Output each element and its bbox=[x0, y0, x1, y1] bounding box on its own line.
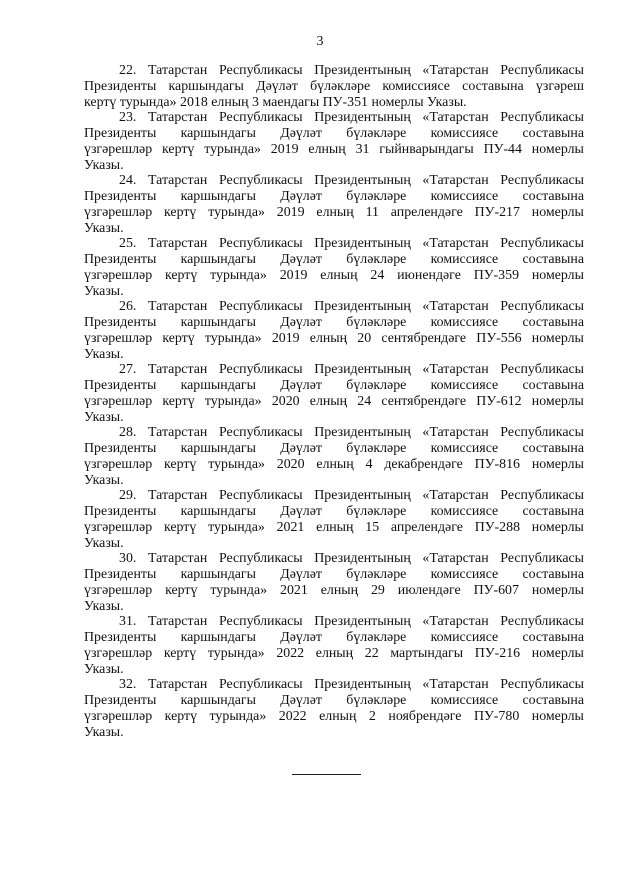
list-item-line: үзгәрешләр кертү турында» 2020 елның 24 сентябрендәге ПУ-612 номерлы bbox=[84, 393, 584, 409]
list-item-first-line: 31. Татарстан Республикасы Президентының «Татарстан Республикасы bbox=[119, 614, 584, 630]
list-item-line: үзгәрешләр кертү турында» 2019 елның 11 апрелендәге ПУ-217 номерлы bbox=[84, 204, 584, 220]
list-item-first-line: 29. Татарстан Республикасы Президентының «Татарстан Республикасы bbox=[119, 488, 584, 504]
list-item-line: үзгәрешләр кертү турында» 2019 елның 20 сентябрендәге ПУ-556 номерлы bbox=[84, 330, 584, 346]
page-number: 3 bbox=[316, 34, 324, 49]
list-item-line: Президенты каршындагы Дәүләт бүләкләре комиссиясе составына bbox=[84, 441, 584, 456]
list-item bbox=[84, 63, 584, 110]
list-item-line: үзгәрешләр кертү турында» 2022 елның 22 мартындагы ПУ-216 номерлы bbox=[84, 645, 584, 661]
list-item-line: Президенты каршындагы Дәүләт бүләкләре комиссиясе составына bbox=[84, 567, 584, 582]
list-item-first-line: 32. Татарстан Республикасы Президентының «Татарстан Республикасы bbox=[119, 677, 584, 693]
list-item-line: Президенты каршындагы Дәүләт бүләкләре комиссиясе составына bbox=[84, 315, 584, 330]
list-item bbox=[84, 614, 584, 677]
list-item-first-line: 22. Татарстан Республикасы Президентының «Татарстан Республикасы bbox=[119, 63, 584, 78]
list-item-line: үзгәрешләр кертү турында» 2021 елның 15 апрелендәге ПУ-288 номерлы bbox=[84, 519, 584, 535]
list-item-first-line: 24. Татарстан Республикасы Президентының «Татарстан Республикасы bbox=[119, 173, 584, 189]
list-item-line: Президенты каршындагы Дәүләт бүләкләре комиссиясе составына bbox=[84, 189, 584, 204]
list-item-line: Президенты каршындагы Дәүләт бүләкләре комиссиясе составына bbox=[84, 693, 584, 708]
list-item-line: Президенты каршындагы Дәүләт бүләкләре комиссиясе составына bbox=[84, 630, 584, 645]
list-item bbox=[84, 236, 584, 299]
list-item-line: Указы. bbox=[84, 409, 124, 425]
list-item-line: үзгәрешләр кертү турында» 2022 елның 2 ноябрендәге ПУ-780 номерлы bbox=[84, 708, 584, 724]
list-item bbox=[84, 425, 584, 488]
list-item-first-line: 26. Татарстан Республикасы Президентының «Татарстан Республикасы bbox=[119, 299, 584, 315]
list-item-line: Указы. bbox=[84, 157, 124, 173]
list-item-first-line: 23. Татарстан Республикасы Президентының «Татарстан Республикасы bbox=[119, 110, 584, 126]
list-item bbox=[84, 488, 584, 551]
list-item-line: үзгәрешләр кертү турында» 2021 елның 29 июлендәге ПУ-607 номерлы bbox=[84, 582, 584, 598]
document-body bbox=[84, 63, 584, 740]
list-item-line: Указы. bbox=[84, 283, 124, 299]
list-item-line: Указы. bbox=[84, 724, 124, 740]
list-item-first-line: 25. Татарстан Республикасы Президентының «Татарстан Республикасы bbox=[119, 236, 584, 252]
list-item-line: Указы. bbox=[84, 220, 124, 236]
list-item-line: Указы. bbox=[84, 661, 124, 677]
list-item-line: Президенты каршындагы Дәүләт бүләкләре комиссиясе составына bbox=[84, 378, 584, 393]
list-item bbox=[84, 362, 584, 425]
list-item-line: Указы. bbox=[84, 598, 124, 614]
list-item-line: Президенты каршындагы Дәүләт бүләкләре комиссиясе составына bbox=[84, 126, 584, 141]
list-item-line: Указы. bbox=[84, 472, 124, 488]
list-item-line: Президенты каршындагы Дәүләт бүләкләре комиссиясе составына үзгәреш bbox=[84, 78, 584, 94]
list-item bbox=[84, 299, 584, 362]
list-item-first-line: 27. Татарстан Республикасы Президентының «Татарстан Республикасы bbox=[119, 362, 584, 378]
list-item-line: Президенты каршындагы Дәүләт бүләкләре комиссиясе составына bbox=[84, 252, 584, 267]
list-item-first-line: 30. Татарстан Республикасы Президентының «Татарстан Республикасы bbox=[119, 551, 584, 567]
list-item-line: үзгәрешләр кертү турында» 2020 елның 4 декабрендәге ПУ-816 номерлы bbox=[84, 456, 584, 472]
list-item-line: Президенты каршындагы Дәүләт бүләкләре комиссиясе составына bbox=[84, 504, 584, 519]
list-item bbox=[84, 110, 584, 173]
end-separator-line bbox=[292, 774, 361, 775]
list-item-line: Указы. bbox=[84, 535, 124, 551]
list-item-first-line: 28. Татарстан Республикасы Президентының «Татарстан Республикасы bbox=[119, 425, 584, 441]
list-item bbox=[84, 551, 584, 614]
list-item-line: кертү турында» 2018 елның 3 маендагы ПУ-351 номерлы Указы. bbox=[84, 94, 467, 110]
list-item bbox=[84, 677, 584, 740]
list-item bbox=[84, 173, 584, 236]
list-item-line: Указы. bbox=[84, 346, 124, 362]
list-item-line: үзгәрешләр кертү турында» 2019 елның 31 гыйнварындагы ПУ-44 номерлы bbox=[84, 141, 584, 157]
list-item-line: үзгәрешләр кертү турында» 2019 елның 24 июнендәге ПУ-359 номерлы bbox=[84, 267, 584, 283]
